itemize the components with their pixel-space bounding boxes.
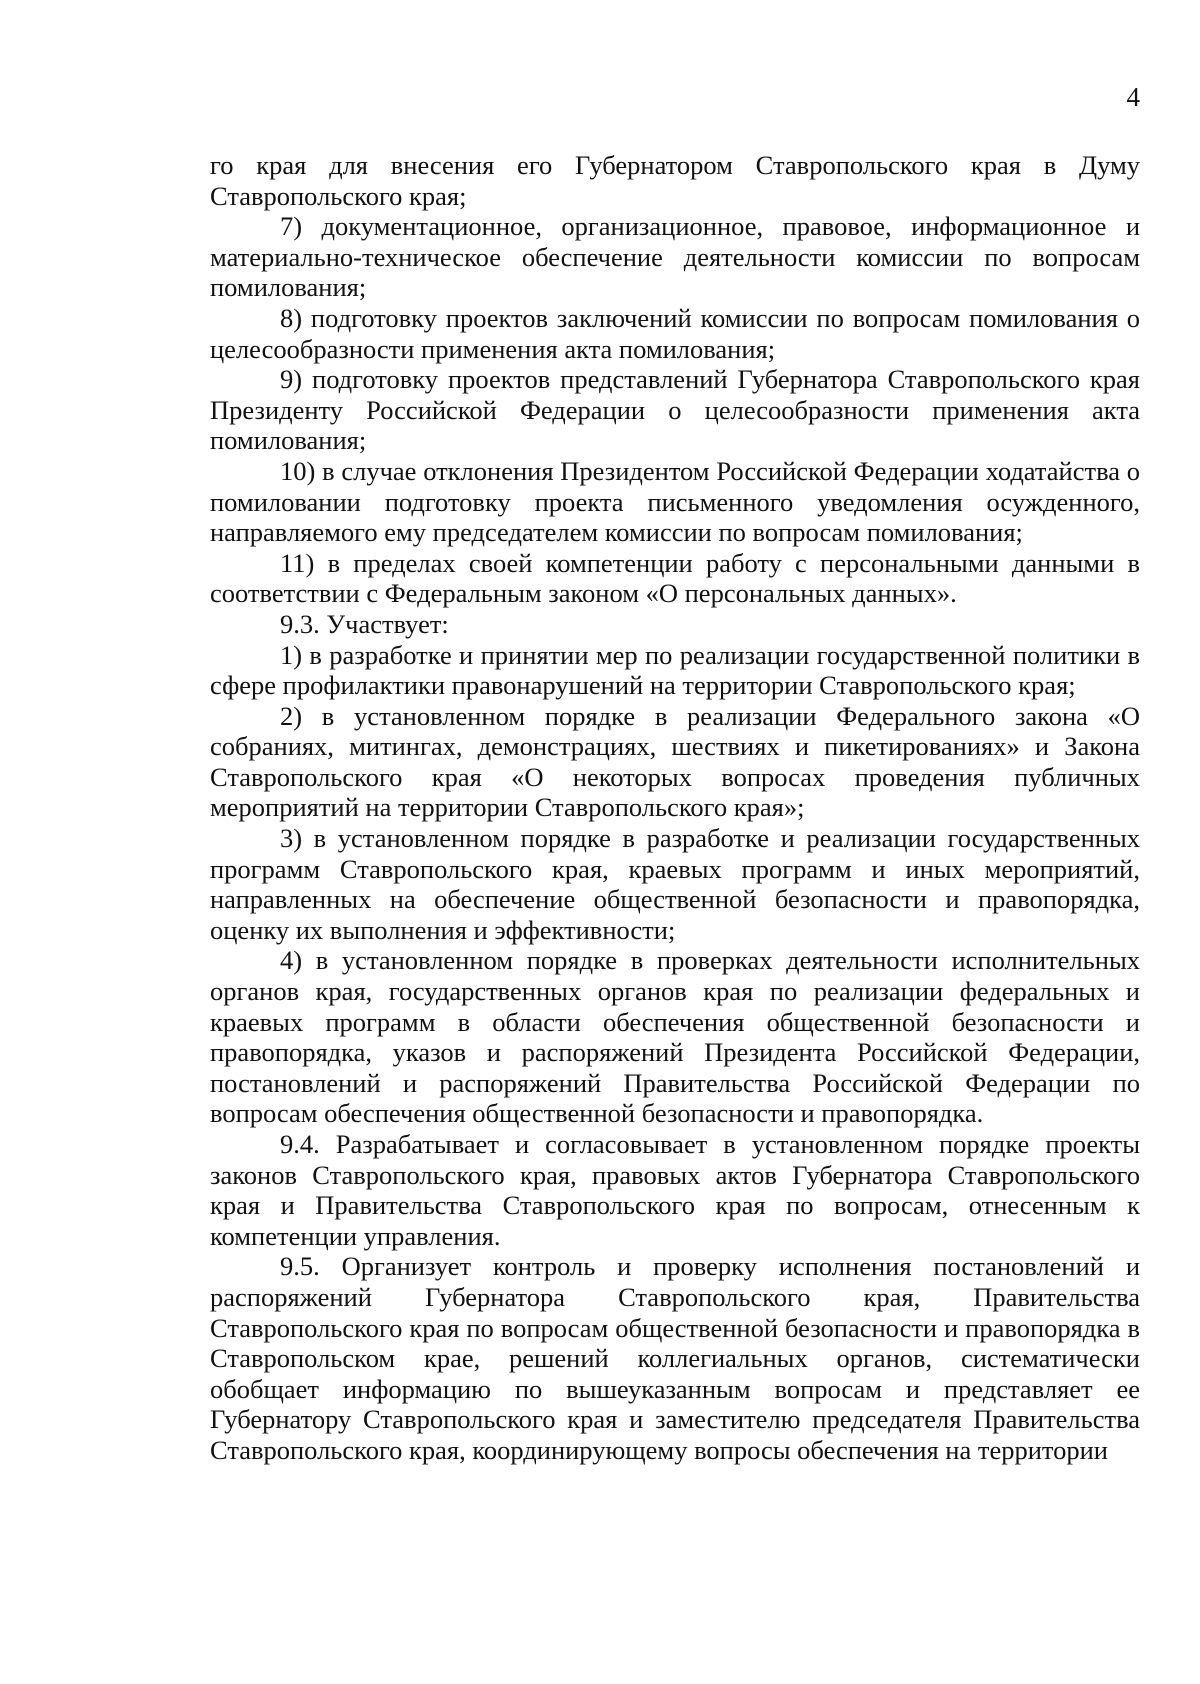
paragraph-9-3-item-4: 4) в установленном порядке в проверках деятельности исполнительных органов края, государственных органов края по реализации федеральных и краевых программ в области обеспечения общественной безопасности и правопорядка, указов и распоряжений Президента Российской Федерации, постановлений и распоряжений Правительства Российской Федерации по вопросам обеспечения общественной безопасности и правопорядка. <box>210 945 1140 1129</box>
paragraph-9-3-item-1: 1) в разработке и принятии мер по реализации государственной политики в сфере профилактики правонарушений на территории Ставропольского края; <box>210 639 1140 701</box>
paragraph-9-3-item-2: 2) в установленном порядке в реализации Федерального закона «О собраниях, митингах, демонстрациях, шествиях и пикетированиях» и Закона Ставропольского края «О некоторых вопросах проведения публичных мероприятий на территории Ставропольского края»; <box>210 700 1140 823</box>
paragraph-item-10: 10) в случае отклонения Президентом Российской Федерации ходатайства о помиловании подготовку проекта письменного уведомления осужденного, направляемого ему председателем комиссии по вопросам помилования; <box>210 455 1140 548</box>
document-text-body <box>210 150 1140 1466</box>
paragraph-item-11: 11) в пределах своей компетенции работу с персональными данными в соответствии с Федеральным законом «О персональных данных». <box>210 547 1140 609</box>
paragraph-continuation: го края для внесения его Губернатором Ставропольского края в Думу Ставропольского края; <box>210 150 1140 211</box>
paragraph-item-8: 8) подготовку проектов заключений комиссии по вопросам помилования о целесообразности применения акта помилования; <box>210 302 1140 364</box>
section-9-3-heading: 9.3. Участвует: <box>280 608 449 639</box>
section-9-5: 9.5. Организует контроль и проверку исполнения постановлений и распоряжений Губернатора Ставропольского края, Правительства Ставропольского края по вопросам общественной безопасности и правопорядка в Ставропольском крае, решений коллегиальных органов, систематически обобщает информацию по вышеуказанным вопросам и представляет ее Губернатору Ставропольского края и заместителю председателя Правительства Ставропольского края, координирующему вопросы обеспечения на территории <box>210 1251 1140 1465</box>
section-9-4: 9.4. Разрабатывает и согласовывает в установленном порядке проекты законов Ставропольского края, правовых актов Губернатора Ставропольского края и Правительства Ставропольского края по вопросам, отнесенным к компетенции управления. <box>210 1129 1140 1251</box>
page-number: 4 <box>1126 82 1140 112</box>
paragraph-item-9: 9) подготовку проектов представлений Губернатора Ставропольского края Президенту Российской Федерации о целесообразности применения акта помилования; <box>210 364 1140 456</box>
paragraph-item-7: 7) документационное, организационное, правовое, информационное и материально-техническое обеспечение деятельности комиссии по вопросам помилования; <box>210 211 1140 303</box>
paragraph-9-3-item-3: 3) в установленном порядке в разработке и реализации государственных программ Ставропольского края, краевых программ и иных мероприятий, направленных на обеспечение общественной безопасности и правопорядка, оценку их выполнения и эффективности; <box>210 823 1140 945</box>
